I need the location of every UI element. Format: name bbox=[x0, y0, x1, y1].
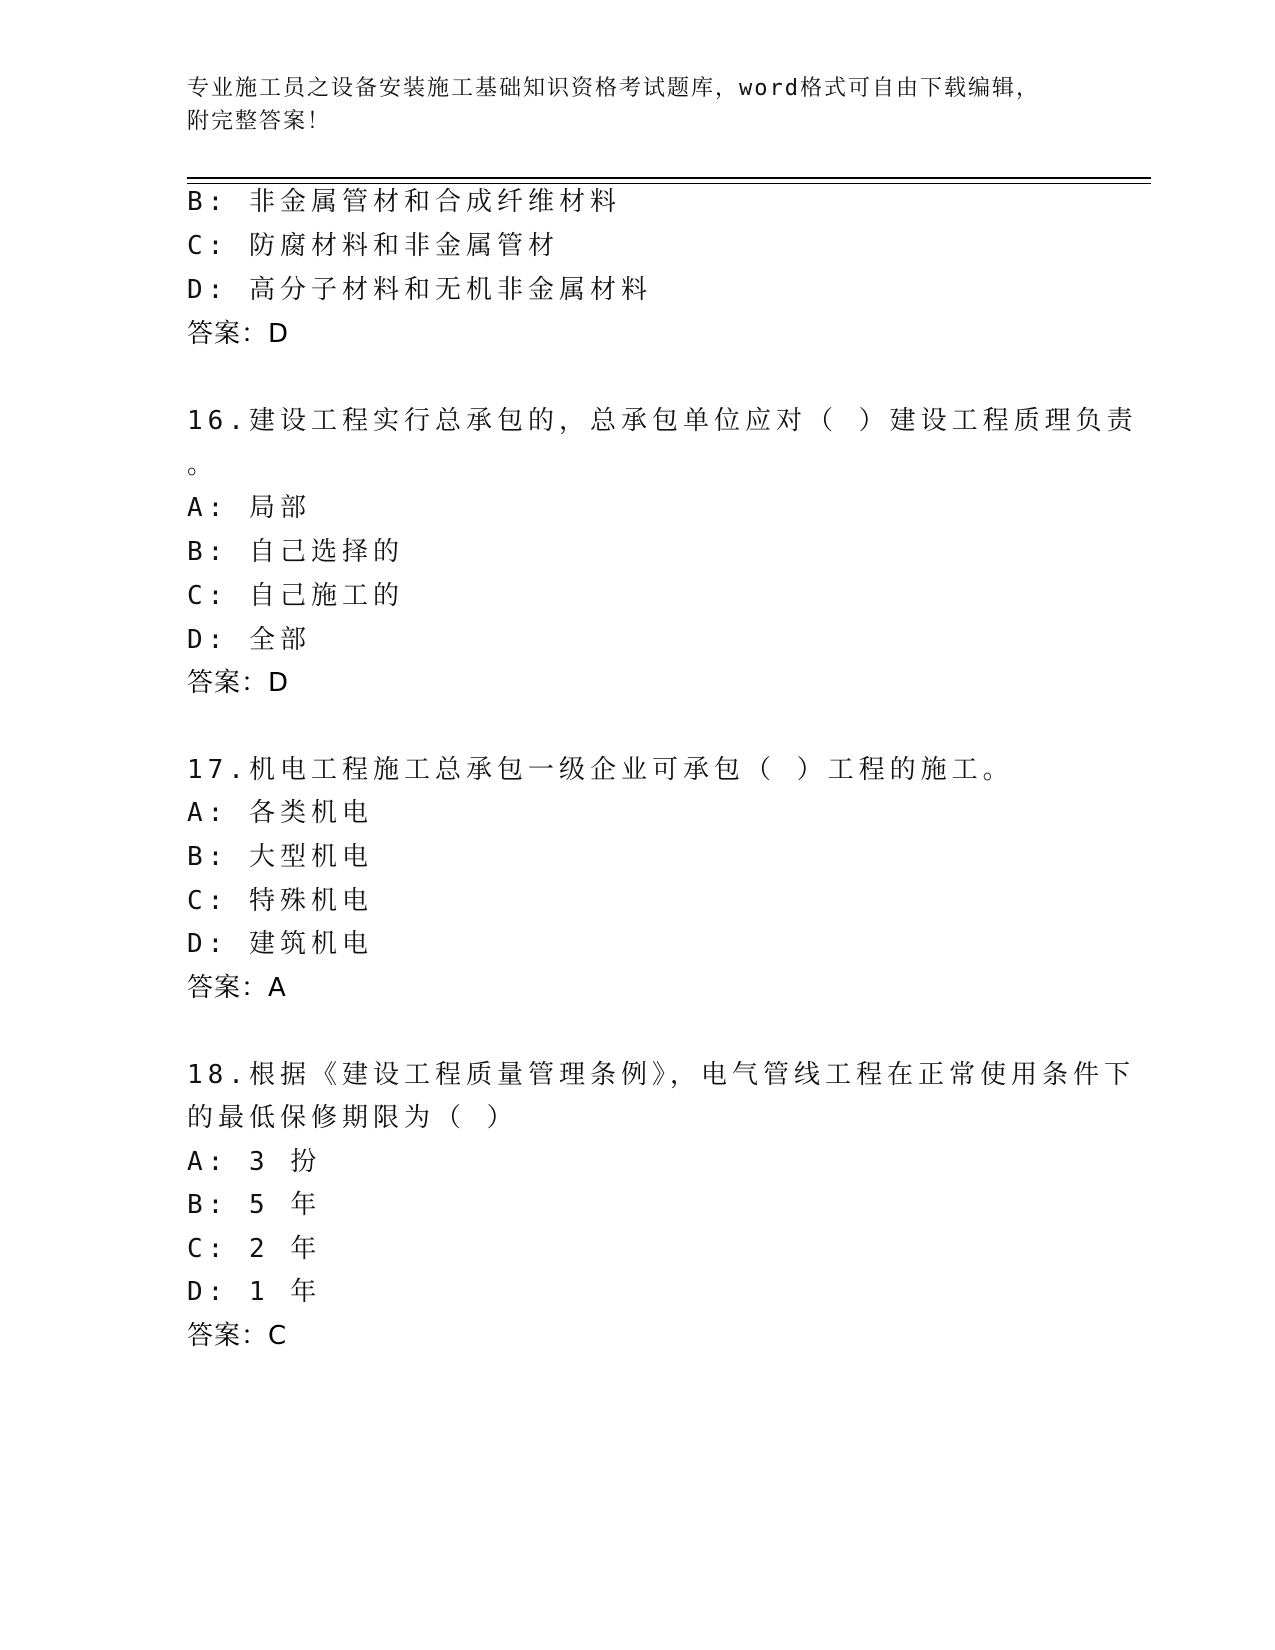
q15-option-b: B: 非金属管材和合成纤维材料 bbox=[187, 187, 621, 217]
document-header bbox=[187, 72, 1067, 138]
header-title-line-2: 附完整答案！ bbox=[187, 109, 332, 134]
q16-answer: 答案：D bbox=[187, 668, 290, 698]
q17-answer: 答案：A bbox=[187, 973, 287, 1003]
q15-option-d: D: 高分子材料和无机非金属材料 bbox=[187, 275, 652, 305]
q18-option-d: D: 1 年 bbox=[187, 1277, 322, 1307]
q18-option-b: B: 5 年 bbox=[187, 1190, 322, 1220]
q18-stem-line-2: 的最低保修期限为（ ） bbox=[187, 1103, 518, 1133]
q17-stem-line-1: 17.机电工程施工总承包一级企业可承包（ ）工程的施工。 bbox=[187, 755, 1014, 785]
q18-answer: 答案：C bbox=[187, 1321, 288, 1351]
q17-option-a: A: 各类机电 bbox=[187, 798, 373, 828]
q16-option-c: C: 自己施工的 bbox=[187, 581, 404, 611]
q18-option-a: A: 3 扮 bbox=[187, 1147, 322, 1177]
q15-answer: 答案：D bbox=[187, 319, 290, 349]
q15-option-c: C: 防腐材料和非金属管材 bbox=[187, 231, 559, 261]
q16-option-a: A: 局部 bbox=[187, 493, 311, 523]
q16-option-d: D: 全部 bbox=[187, 625, 311, 655]
q17-option-c: C: 特殊机电 bbox=[187, 886, 373, 916]
q17-option-b: B: 大型机电 bbox=[187, 842, 373, 872]
q17-option-d: D: 建筑机电 bbox=[187, 929, 373, 959]
header-rule-thin bbox=[187, 183, 1151, 184]
q18-option-c: C: 2 年 bbox=[187, 1234, 322, 1264]
q16-stem-line-1: 16.建设工程实行总承包的，总承包单位应对（ ）建设工程质理负责 bbox=[187, 406, 1138, 436]
q18-stem-line-1: 18.根据《建设工程质量管理条例》，电气管线工程在正常使用条件下 bbox=[187, 1060, 1135, 1090]
q16-option-b: B: 自己选择的 bbox=[187, 537, 404, 567]
header-title-line-1: 专业施工员之设备安装施工基础知识资格考试题库，word格式可自由下载编辑， bbox=[187, 76, 1040, 101]
q16-stem-line-2: 。 bbox=[187, 450, 219, 480]
header-rule-thick bbox=[187, 177, 1151, 179]
